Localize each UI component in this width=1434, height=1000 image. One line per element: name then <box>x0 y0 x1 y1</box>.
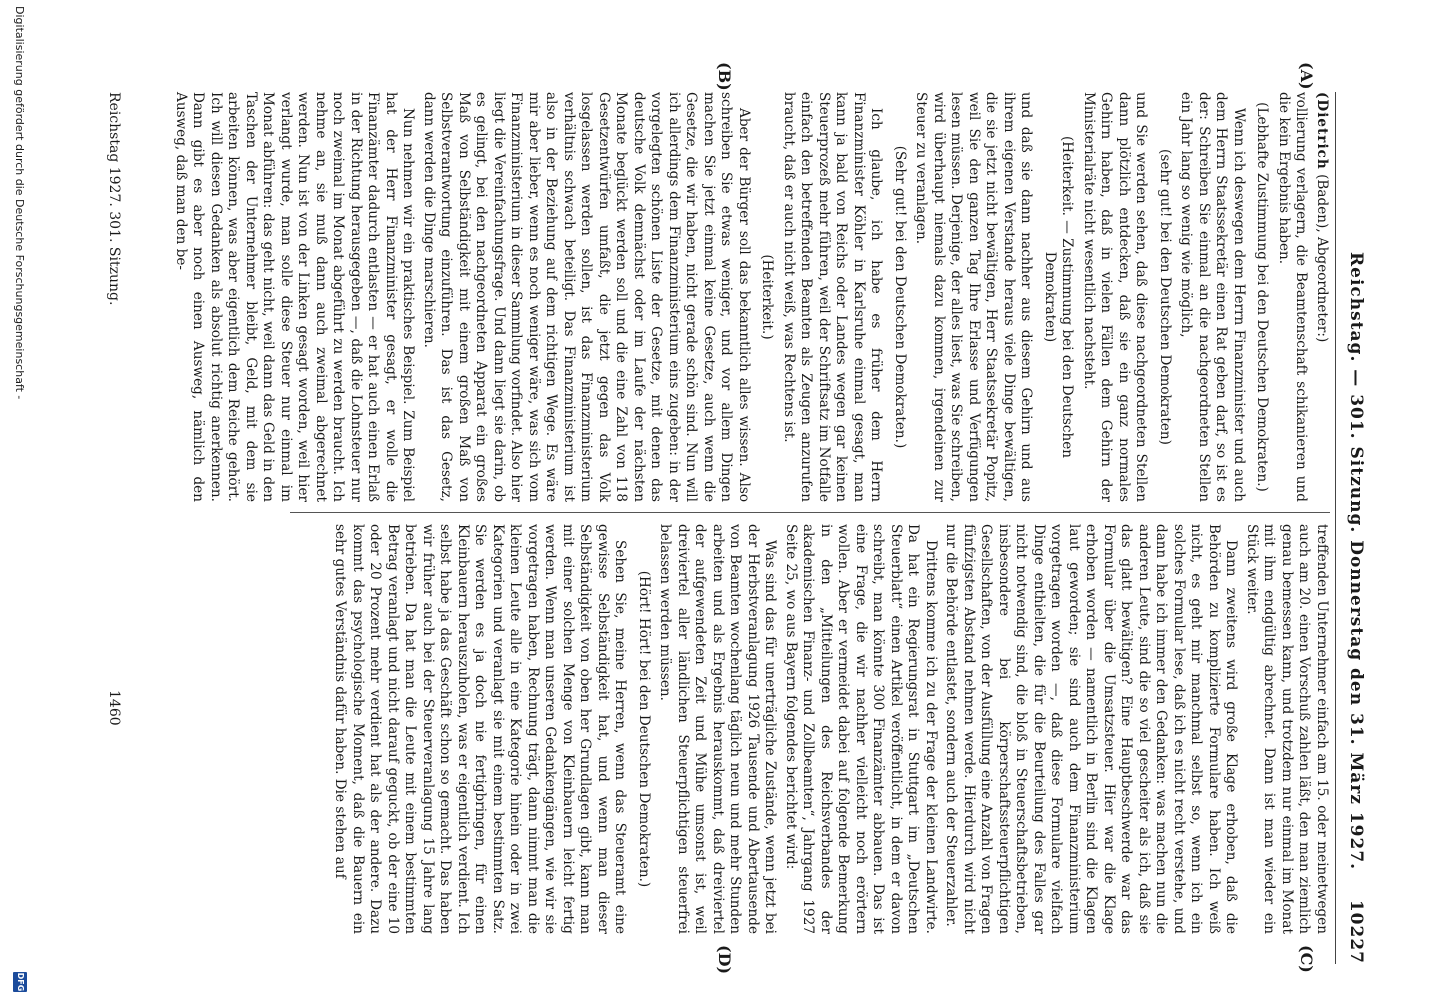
interjection: (Heiterkeit. — Zustimmung bei den Deutschen Demokraten) <box>1042 135 1076 459</box>
credit-text: Digitalisierung gefördert durch die Deutsche Forschungsgemeinschaft - <box>13 6 26 400</box>
interjection: (Hört! Hört! bei den Deutschen Demokraten.) <box>636 570 652 888</box>
paragraph: Ich glaube, ich habe es früher dem Herrn Finanzminister Köhler in Karlsruhe einmal gesagt, man kann ja bald von Reichs oder Landes wegen gar keinen Steuerprozeß mehr führen, weil der Schriftsatz im Notfalle einfach den betreffenden Beamten als Zeugen anzurufen braucht, daß er auch nicht weiß, was Rechtens ist. <box>781 92 885 502</box>
paragraph: Was sind das für unerträgliche Zustände, wenn jetzt bei der Herbstveranlagung 1926 Tausende und Abertausende von Beamten wochenlang täglich neun und mehr Stunden arbeiten und als Ergebnis herauskommt, daß dreiviertel der aufgewendeten Zeit und Mühe umsonst ist, weil dreiviertel aller ländlichen Steuerpflichtigen steuerfrei belassen werden müssen. <box>657 524 779 934</box>
paragraph: Drittens komme ich zu der Frage der kleinen Landwirte. Da hat ein Regierungsrat in Stuttgart im „Deutschen Steuerblatt“ einen Artikel veröffentlicht, in dem er davon schreibt, man könnte 300 Finanzämter abbauen. Das ist eine Frage, die wir nachher vielleicht noch erörtern wollen. Aber er vermeidet dabei auf folgende Bemerkung in den „Mitteilungen des Reichsverbandes der akademischen Finanz- und Zollbeamten“, Jahrgang 1927 Seite 25, wo aus Bayern folgendes berichtet wird: <box>783 524 939 934</box>
paragraph: und Sie werden sehen, daß diese nachgeordneten Stellen dann plötzlich entdecken, daß sie ein ganz normales Gehirn haben, daß in vielen Fällen dem Gehirn der Ministerialräte nicht wesentlich nachsteht. <box>1081 92 1150 502</box>
dfg-logo: DFG <box>13 972 27 992</box>
margin-letter-c: (C) <box>1297 945 1316 973</box>
paragraph: vollierung verlagern, die Beamtenschaft schikanieren und die kein Ergebnis haben. <box>1276 92 1310 502</box>
paragraph: und daß sie dann nachher aus diesem Gehirn und aus ihrem eigenen Verstande heraus viele Dinge bewältigen, die sie jetzt nicht bewältigen, Herr Staatssekretär Popitz, weil Sie den ganzen Tag Ihre Erlasse und Verfügungen lesen müssen. Derjenige, der alles liest, was Sie schreiben, wird überhaupt niemals dazu kommen, irgendeinen zur Steuer zu veranlagen. <box>913 92 1035 502</box>
left-text-column <box>169 92 1331 502</box>
paragraph: treffenden Unternehmer einfach am 15. oder meinetwegen auch am 20. einen Vorschuß zahlen läßt, den man ziemlich genau bemessen kann, und trotzdem nur einmal im Monat mit ihm endgültig abrechnet. Dann ist man wieder ein Stück weiter. <box>1244 524 1330 934</box>
margin-letter-d: (D) <box>715 945 734 975</box>
page-number: 10227 <box>1346 899 1366 964</box>
footer-session-label: Reichstag 1927. 301. Sitzung. <box>106 92 122 306</box>
interjection: (Lebhafte Zustimmung bei den Deutschen Demokraten.) <box>1254 102 1271 492</box>
interjection: (Sehr gut! bei den Deutschen Demokraten.) <box>892 145 908 449</box>
paragraph: Dann zweitens wird große Klage erhoben, daß die Behörden zu komplizierte Formulare haben. Ich weiß nicht, es geht mir manchmal selbst so, wenn ich ein solches Formular lese, daß ich es nicht recht verstehe, und dann habe ich immer den Gedanken: was machen nun die anderen Leute, sind die so viel gescheiter als ich, daß sie das glatt bewältigen? Eine Hauptbeschwerde war das Formular über die Umsatzsteuer. Hier war die Klage erhoben worden — namentlich in Berlin sind die Klagen laut geworden; sie sind auch dem Finanzministerium vorgetragen worden —, daß diese Formulare vielfach Dinge enthielten, die für die Beurteilung des Falles gar nicht notwendig sind, die bloß in Steuerschaftsbetrieben, insbesondere bei körperschaftssteuerpflichtigen Gesellschaften, von der Ausfüllung eine Anzahl von Fragen fünfzigsten Abstand nehmen werde. Hierdurch wird nicht nur die Behörde entlastet, sondern auch der Steuerzahler. <box>943 524 1240 934</box>
digitization-credit <box>8 0 30 1000</box>
footer-page-number: 1460 <box>106 690 122 726</box>
speaker-line <box>1313 92 1331 502</box>
margin-letter-b: (B) <box>715 62 734 91</box>
running-title: Reichstag. — 301. Sitzung. Donnerstag den 31. März 1927. <box>1346 252 1366 871</box>
right-text-column <box>328 524 1330 934</box>
interjection: (Heiterkeit.) <box>759 254 776 340</box>
paragraph: Sehen Sie, meine Herren, wenn das Steueramt eine gewisse Selbständigkeit hat, und wenn man dieser Selbständigkeit von oben her Grundlagen gibt, kann man mit einer solchen Menge von Kleinbauern leicht fertig werden. Wenn man unseren Gedankengängen, wie wir sie vorgetragen haben, Rechnung trägt, dann nimmt man die kleinen Leute alle in eine Kategorie hinein oder in zwei Kategorien und veranlagt sie mit einem bestimmten Satz. Sie werden es ja doch nie fertigbringen, für einen Kleinbauern herauszuholen, was er eigentlich verdient. Ich selbst habe ja das Geschäft schon so gemacht. Das haben wir früher auch bei der Steuerveranlagung 15 Jahre lang betrieben. Da hat man die Leute mit einem bestimmten Betrag veranlagt und nicht darauf geguckt, ob der eine 10 oder 20 Prozent mehr verdient hat als der andere. Dazu kommt das psychologische Moment, daß die Bauern ein sehr gutes Verständnis dafür haben. Die stehen auf <box>332 524 629 934</box>
speaker-name: (Dietrich <box>1314 92 1330 170</box>
paragraph: Aber der Bürger soll das bekanntlich alles wissen. Also schreiben Sie etwas weniger, und vor allem Dingen machen Sie jetzt einmal keine Gesetze, auch wenn die Gesetze, die wir haben, nicht gerade schön sind. Nun will ich allerdings dem Finanzministerium eins zugeben: in der vorgelegten schönen Liste der Gesetze, mit denen das deutsche Volk demnächst oder im Laufe der nächsten Monate beglückt werden soll und die eine Zahl von 118 Gesetzentwürfen umfaßt, die jetzt gegen das Volk losgelassen werden sollen, ist das Finanzministerium verhältnis schwach beteiligt. Das Finanzministerium ist also in der Beziehung auf dem richtigen Wege. Es wäre mir aber lieber, wenn es noch weniger wäre, was sich vom Finanzministerium in dieser Sammlung vorfindet. Also hier liegt die Vereinfachungsfrage. Und dann liegt sie darin, ob es gelingt, bei den nachgeordneten Apparat ein großes Maß von Selbständigkeit mit einem großen Maß von Selbstverantwortung einzuführen. Das ist das Gesetz, dann werden die Dinge marschieren. <box>421 92 752 502</box>
margin-letter-a: (A) <box>1297 62 1316 90</box>
paragraph: Nun nehmen wir ein praktisches Beispiel. Zum Beispiel hat der Herr Finanzminister gesagt, er wolle die Finanzämter dadurch entlasten — er hat auch einen Erlaß in der Richtung herausgegeben —, daß die Lohnsteuer nur noch zweimal im Monat abgeführt zu werden braucht. Ich nehme an, sie muß dann auch zweimal abgerechnet werden. Nun ist von der Linken gesagt worden, weil hier verlangt wurde, man solle diese Steuer nur einmal im Monat abführen: das geht nicht, weil dann das Geld in den Taschen der Unternehmer bleibt, Geld, mit dem sie arbeiten können, was aber eigentlich dem Reiche gehört. Ich will diesen Gedanken als absolut richtig anerkennen. Dann gibt es aber noch einen Ausweg, nämlich den Ausweg, daß man den be- <box>173 92 417 502</box>
column-divider <box>290 512 1330 513</box>
page-header <box>1338 92 1372 964</box>
header-rule <box>1335 92 1336 964</box>
speaker-affiliation: (Baden), Abgeordneter:) <box>1314 169 1330 343</box>
interjection: (sehr gut! bei den Deutschen Demokraten) <box>1157 149 1173 445</box>
paragraph: Wenn ich deswegen dem Herrn Finanzminister und auch dem Herrn Staatssekretär einen Rat geben darf, so ist es der: Schreiben Sie einmal an die nachgeordneten Stellen ein Jahr lang so wenig wie möglich, <box>1178 92 1247 502</box>
